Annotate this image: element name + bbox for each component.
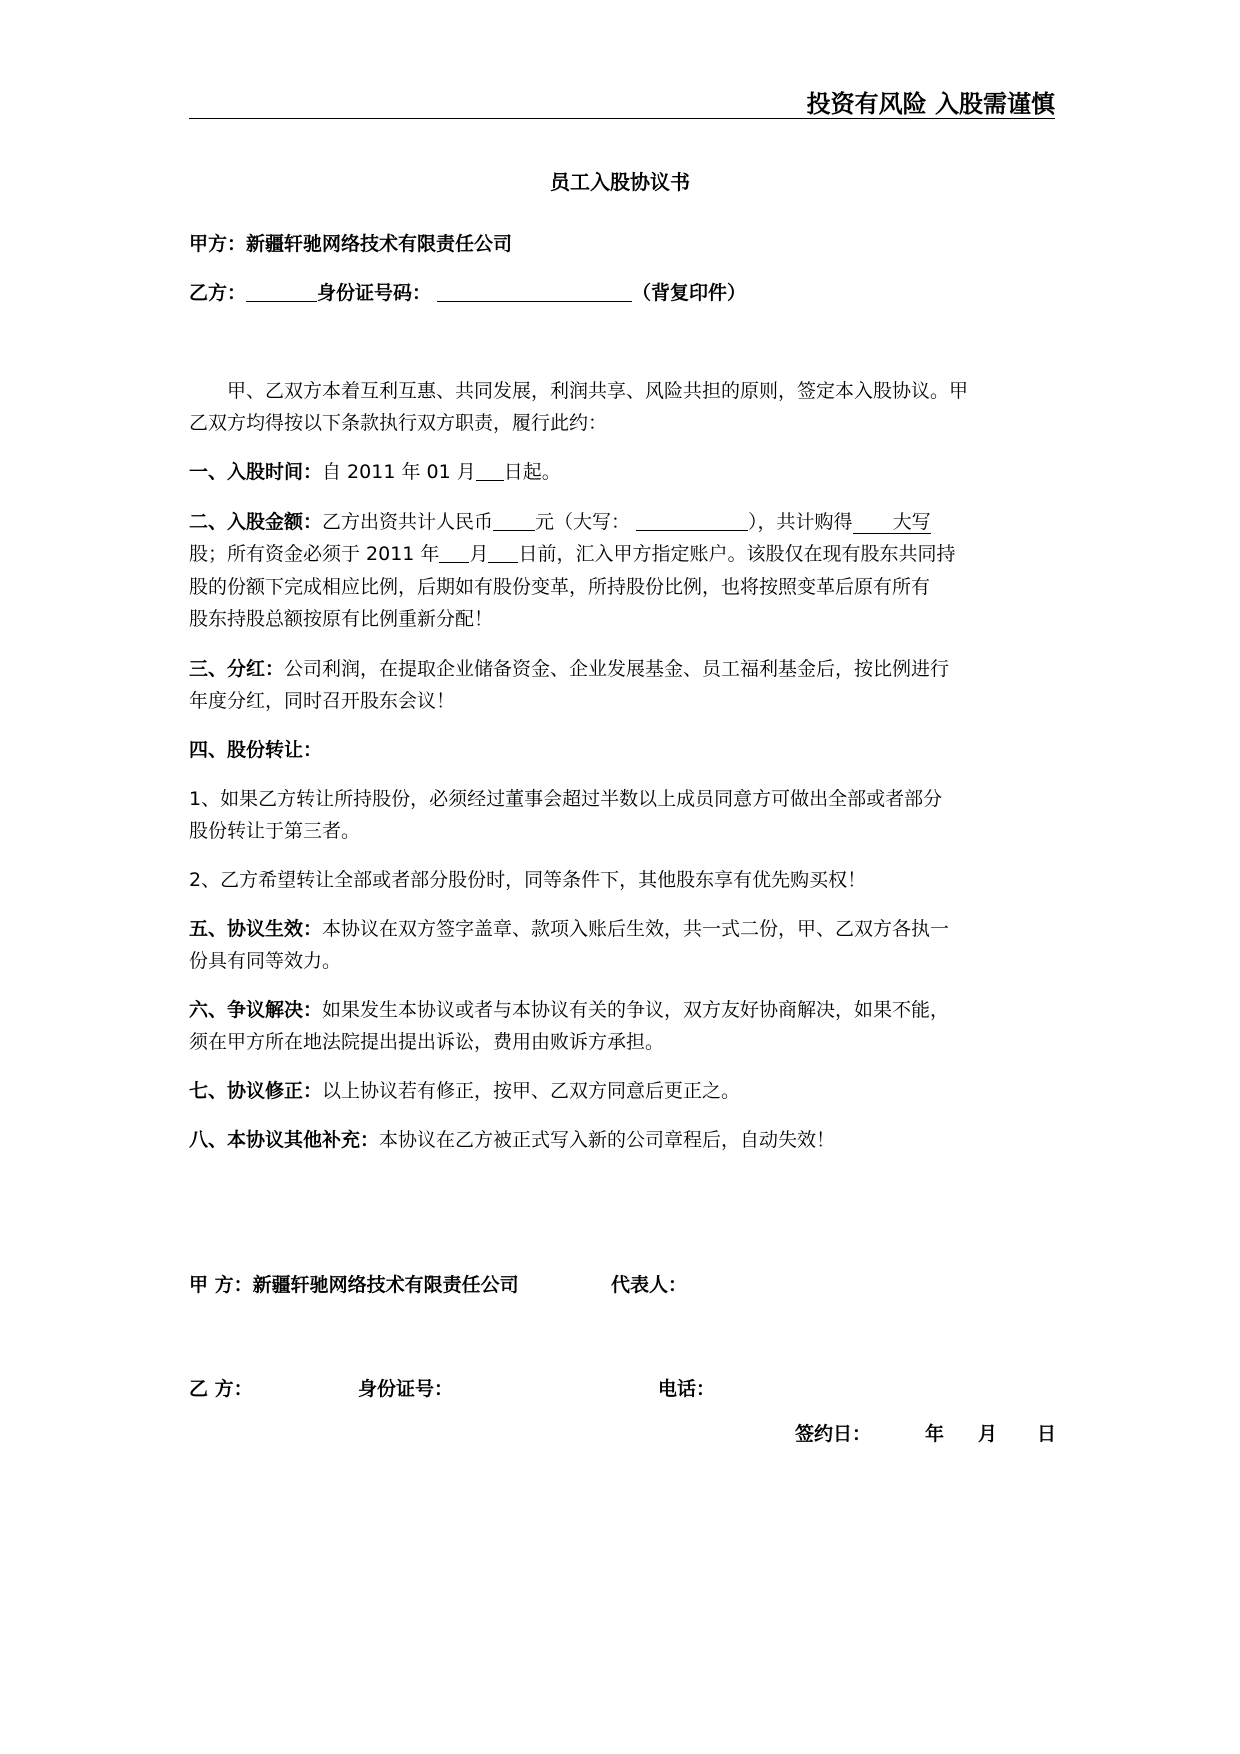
- section-2-text-d: 股；所有资金必须于 2011 年: [189, 543, 440, 565]
- day-blank: [476, 458, 504, 481]
- section-3-heading: 三、分红：: [189, 658, 285, 680]
- section-1-text-a: 自 2011 年 01 月: [322, 461, 476, 483]
- section-8: [189, 1123, 1055, 1157]
- document-title: 员工入股协议书: [550, 170, 690, 194]
- section-2-line-2: [189, 537, 1055, 571]
- section-2-text-c: ），共计购得: [748, 511, 853, 533]
- intro-line-2: [189, 406, 1055, 440]
- intro-line-1: [189, 374, 1055, 408]
- section-3-line-1: [189, 652, 1055, 686]
- section-5-line-1: [189, 912, 1055, 946]
- shares-daxie: 大写: [892, 511, 931, 533]
- section-2-text-a: 乙方出资共计人民币: [322, 511, 494, 533]
- section-2-line-4: [189, 602, 1055, 636]
- sign-phone-label: 电话：: [658, 1378, 716, 1400]
- party-b-name-blank: [246, 279, 317, 302]
- section-7-text: 以上协议若有修正，按甲、乙双方同意后更正之。: [322, 1080, 741, 1102]
- section-5-text-a: 本协议在双方签字盖章、款项入账后生效，共一式二份，甲、乙双方各执一: [322, 918, 950, 940]
- section-2-text-b: 元（大写：: [535, 511, 631, 533]
- section-2-text-f: 日前，汇入甲方指定账户。该股仅在现有股东共同持: [518, 543, 956, 565]
- section-2-text-h: 股东持股总额按原有比例重新分配！: [189, 608, 494, 630]
- section-2-text-g: 股的份额下完成相应比例，后期如有股份变革，所持股份比例，也将按照变革后原有所有: [189, 576, 931, 598]
- section-1-heading: 一、入股时间：: [189, 461, 323, 483]
- section-3-line-2: [189, 684, 1055, 718]
- amount-words-blank: [636, 508, 748, 531]
- sign-date-year: 年: [925, 1423, 945, 1445]
- section-6-line-1: [189, 993, 1055, 1027]
- sign-date-month: 月: [978, 1423, 998, 1445]
- deadline-month-blank: [439, 540, 469, 563]
- intro-text-1: 甲、乙双方本着互利互惠、共同发展，利润共享、风险共担的原则，签定本入股协议。甲: [227, 380, 969, 402]
- section-4-item-1-line-2: 股份转让于第三者。: [189, 820, 361, 842]
- intro-text-2: 乙双方均得按以下条款执行双方职责，履行此约：: [189, 412, 608, 434]
- sign-party-a-name: 新疆轩驰网络技术有限责任公司: [252, 1274, 519, 1296]
- section-8-heading: 八、本协议其他补充：: [189, 1129, 380, 1151]
- deadline-day-blank: [488, 540, 518, 563]
- shares-blank: [853, 511, 931, 534]
- section-1: [189, 455, 1055, 489]
- section-6-text-a: 如果发生本协议或者与本协议有关的争议，双方友好协商解决，如果不能，: [322, 999, 950, 1021]
- section-7-heading: 七、协议修正：: [189, 1080, 323, 1102]
- party-b-line: [189, 276, 1055, 310]
- section-1-text-b: 日起。: [503, 461, 561, 483]
- party-a-line: [189, 227, 1055, 261]
- party-b-label: 乙方：: [189, 282, 247, 304]
- sign-party-a-label: 甲 方：: [189, 1274, 253, 1296]
- section-3-text-b: 年度分红，同时召开股东会议！: [189, 690, 456, 712]
- sign-date-label: 签约日：: [795, 1423, 872, 1445]
- party-b-id-label: 身份证号码：: [317, 282, 432, 304]
- section-7: [189, 1074, 1055, 1108]
- section-3-text-a: 公司利润，在提取企业储备资金、企业发展基金、员工福利基金后，按比例进行: [284, 658, 950, 680]
- sign-party-a: [189, 1270, 519, 1297]
- party-a-label: 甲方：: [189, 233, 247, 255]
- section-5-line-2: 份具有同等效力。: [189, 950, 342, 972]
- section-2-heading: 二、入股金额：: [189, 511, 323, 533]
- page-header: [189, 82, 1055, 119]
- header-slogan: 投资有风险 入股需谨慎: [806, 90, 1055, 118]
- section-6-heading: 六、争议解决：: [189, 999, 323, 1021]
- section-4-heading: 四、股份转让：: [189, 739, 323, 761]
- amount-blank: [493, 508, 535, 531]
- sign-party-b-label: 乙 方：: [189, 1378, 253, 1400]
- party-b-note: （背复印件）: [632, 282, 747, 304]
- sign-date-day: 日: [1037, 1423, 1057, 1445]
- section-2-line-3: [189, 570, 1055, 604]
- section-6-line-2: 须在甲方所在地法院提出提出诉讼，费用由败诉方承担。: [189, 1031, 665, 1053]
- party-a-name: 新疆轩驰网络技术有限责任公司: [246, 233, 513, 255]
- sign-representative: 代表人：: [611, 1274, 688, 1296]
- section-2-line-1: [189, 505, 1055, 539]
- section-5-heading: 五、协议生效：: [189, 918, 323, 940]
- party-b-id-blank: [437, 279, 632, 302]
- section-4-item-1-line-1: 1、如果乙方转让所持股份，必须经过董事会超过半数以上成员同意方可做出全部或者部分: [189, 788, 943, 810]
- section-4-item-2: 2、乙方希望转让全部或者部分股份时，同等条件下，其他股东享有优先购买权！: [189, 869, 867, 891]
- sign-id-label: 身份证号：: [358, 1378, 454, 1400]
- section-2-text-e: 月: [469, 543, 489, 565]
- section-8-text: 本协议在乙方被正式写入新的公司章程后，自动失效！: [379, 1129, 836, 1151]
